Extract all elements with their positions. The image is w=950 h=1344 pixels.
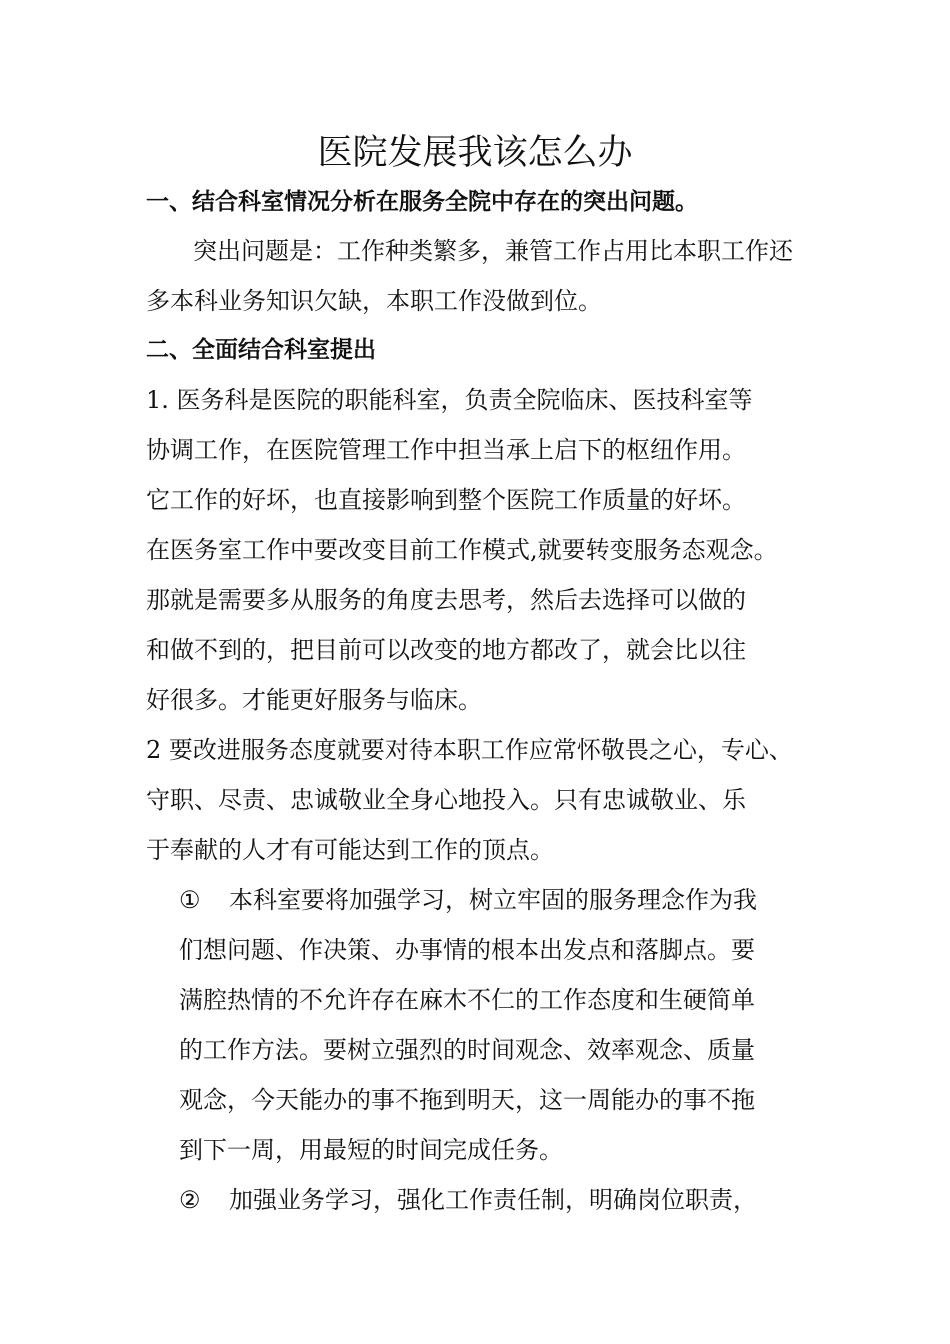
section-1-text-line: 多本科业务知识欠缺，本职工作没做到位。 — [146, 287, 602, 315]
list-item-1-line: 的工作方法。要树立强烈的时间观念、效率观念、质量 — [179, 1036, 755, 1064]
document-title: 医院发展我该怎么办 — [317, 133, 633, 173]
list-item-1-text: 本科室要将加强学习，树立牢固的服务理念作为我 — [229, 886, 757, 914]
paragraph-1-line: 那就是需要多从服务的角度去思考，然后去选择可以做的 — [146, 586, 746, 614]
list-marker-1: ① — [179, 886, 201, 914]
section-1-heading: 一、结合科室情况分析在服务全院中存在的突出问题。 — [146, 189, 698, 215]
list-item-2-text: 加强业务学习，强化工作责任制，明确岗位职责， — [229, 1186, 757, 1214]
section-1-text-line: 突出问题是：工作种类繁多，兼管工作占用比本职工作还 — [193, 237, 793, 265]
list-item-1-line: 满腔热情的不允许存在麻木不仁的工作态度和生硬简单 — [179, 986, 755, 1014]
section-2-heading: 二、全面结合科室提出 — [146, 337, 376, 363]
list-item-1-line: 们想问题、作决策、办事情的根本出发点和落脚点。要 — [179, 936, 755, 964]
paragraph-1-line: 在医务室工作中要改变目前工作模式,就要转变服务态观念。 — [146, 536, 778, 564]
paragraph-2-line: 2 要改进服务态度就要对待本职工作应常怀敬畏之心，专心、 — [146, 736, 793, 764]
paragraph-1-line: 1. 医务科是医院的职能科室，负责全院临床、医技科室等 — [146, 386, 753, 414]
paragraph-1-line: 协调工作，在医院管理工作中担当承上启下的枢纽作用。 — [146, 436, 746, 464]
paragraph-1-line: 它工作的好坏，也直接影响到整个医院工作质量的好坏。 — [146, 486, 746, 514]
paragraph-2-line: 守职、尽责、忠诚敬业全身心地投入。只有忠诚敬业、乐 — [146, 786, 746, 814]
paragraph-1-line: 好很多。才能更好服务与临床。 — [146, 686, 482, 714]
list-item-1-line: 到下一周，用最短的时间完成任务。 — [179, 1136, 563, 1164]
list-item-2-line — [179, 1180, 879, 1220]
paragraph-2-line: 于奉献的人才有可能达到工作的顶点。 — [146, 836, 554, 864]
list-item-1-line: 观念，今天能办的事不拖到明天，这一周能办的事不拖 — [179, 1086, 755, 1114]
paragraph-1-line: 和做不到的，把目前可以改变的地方都改了，就会比以往 — [146, 636, 746, 664]
list-item-1-line — [179, 880, 879, 920]
list-marker-2: ② — [179, 1186, 201, 1214]
